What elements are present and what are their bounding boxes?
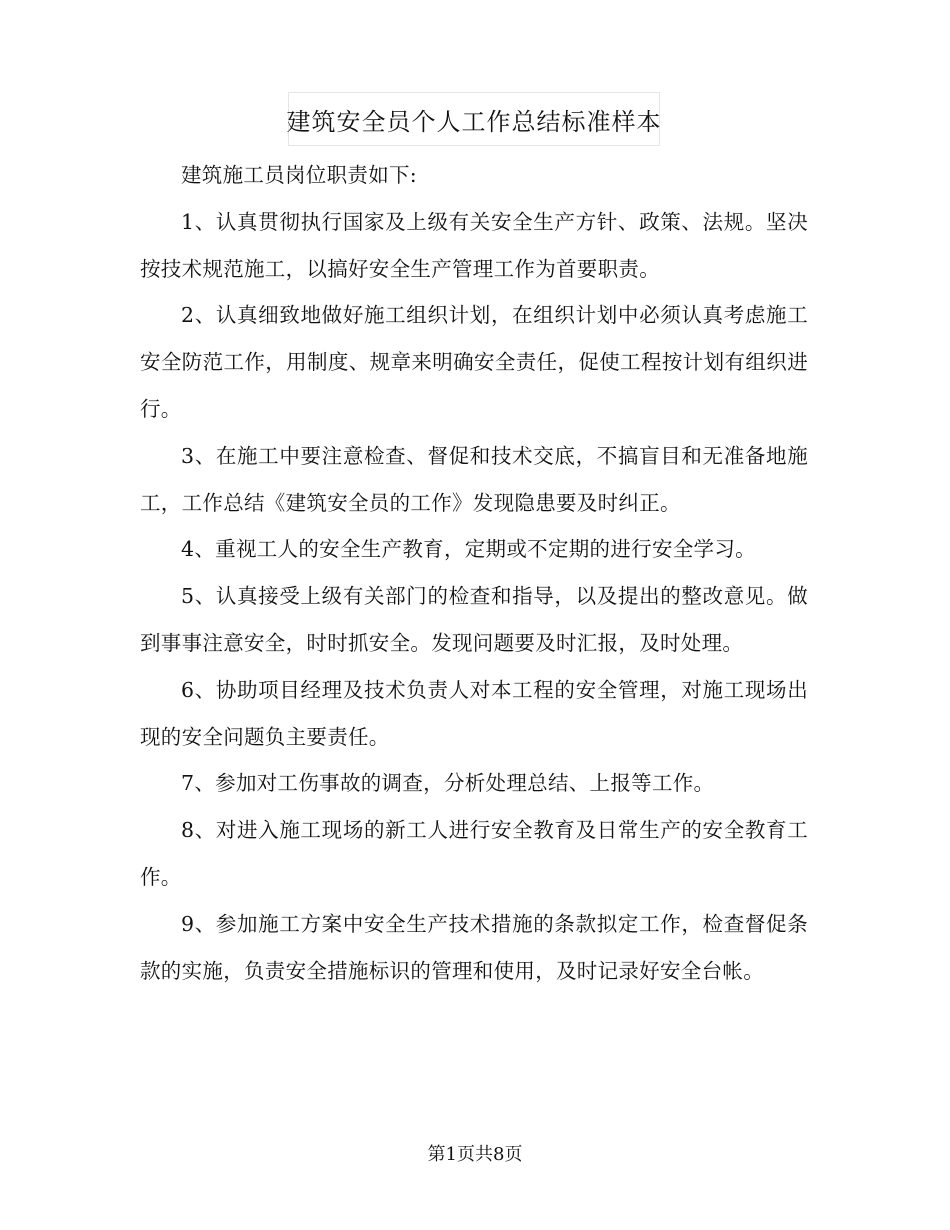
duty-item-5: 5、认真接受上级有关部门的检查和指导，以及提出的整改意见。做到事事注意安全，时时抓安全。发现问题要及时汇报，及时处理。 xyxy=(140,584,808,655)
document-title: 建筑安全员个人工作总结标准样本 xyxy=(286,107,662,136)
duty-item-4: 4、重视工人的安全生产教育，定期或不定期的进行安全学习。 xyxy=(181,537,756,562)
duty-item-8: 8、对进入施工现场的新工人进行安全教育及日常生产的安全教育工作。 xyxy=(140,818,808,889)
duty-item-2: 2、认真细致地做好施工组织计划，在组织计划中必须认真考虑施工安全防范工作，用制度、规章来明确安全责任，促使工程按计划有组织进行。 xyxy=(140,303,808,421)
page-number-footer: 第1页共8页 xyxy=(427,1144,523,1165)
duty-item-7: 7、参加对工伤事故的调查，分析处理总结、上报等工作。 xyxy=(181,771,715,796)
duty-item-1: 1、认真贯彻执行国家及上级有关安全生产方针、政策、法规。坚决按技术规范施工，以搞好安全生产管理工作为首要职责。 xyxy=(140,209,808,281)
duty-item-9: 9、参加施工方案中安全生产技术措施的条款拟定工作，检查督促条款的实施，负责安全措施标识的管理和使用，及时记录好安全台帐。 xyxy=(140,911,808,983)
duty-item-6: 6、协助项目经理及技术负责人对本工程的安全管理，对施工现场出现的安全问题负主要责任。 xyxy=(140,677,808,749)
title-box xyxy=(288,92,660,146)
document-body xyxy=(140,152,808,994)
intro-paragraph: 建筑施工员岗位职责如下: xyxy=(181,163,418,187)
duty-item-3: 3、在施工中要注意检查、督促和技术交底，不搞盲目和无准备地施工，工作总结《建筑安全员的工作》发现隐患要及时纠正。 xyxy=(140,443,808,515)
